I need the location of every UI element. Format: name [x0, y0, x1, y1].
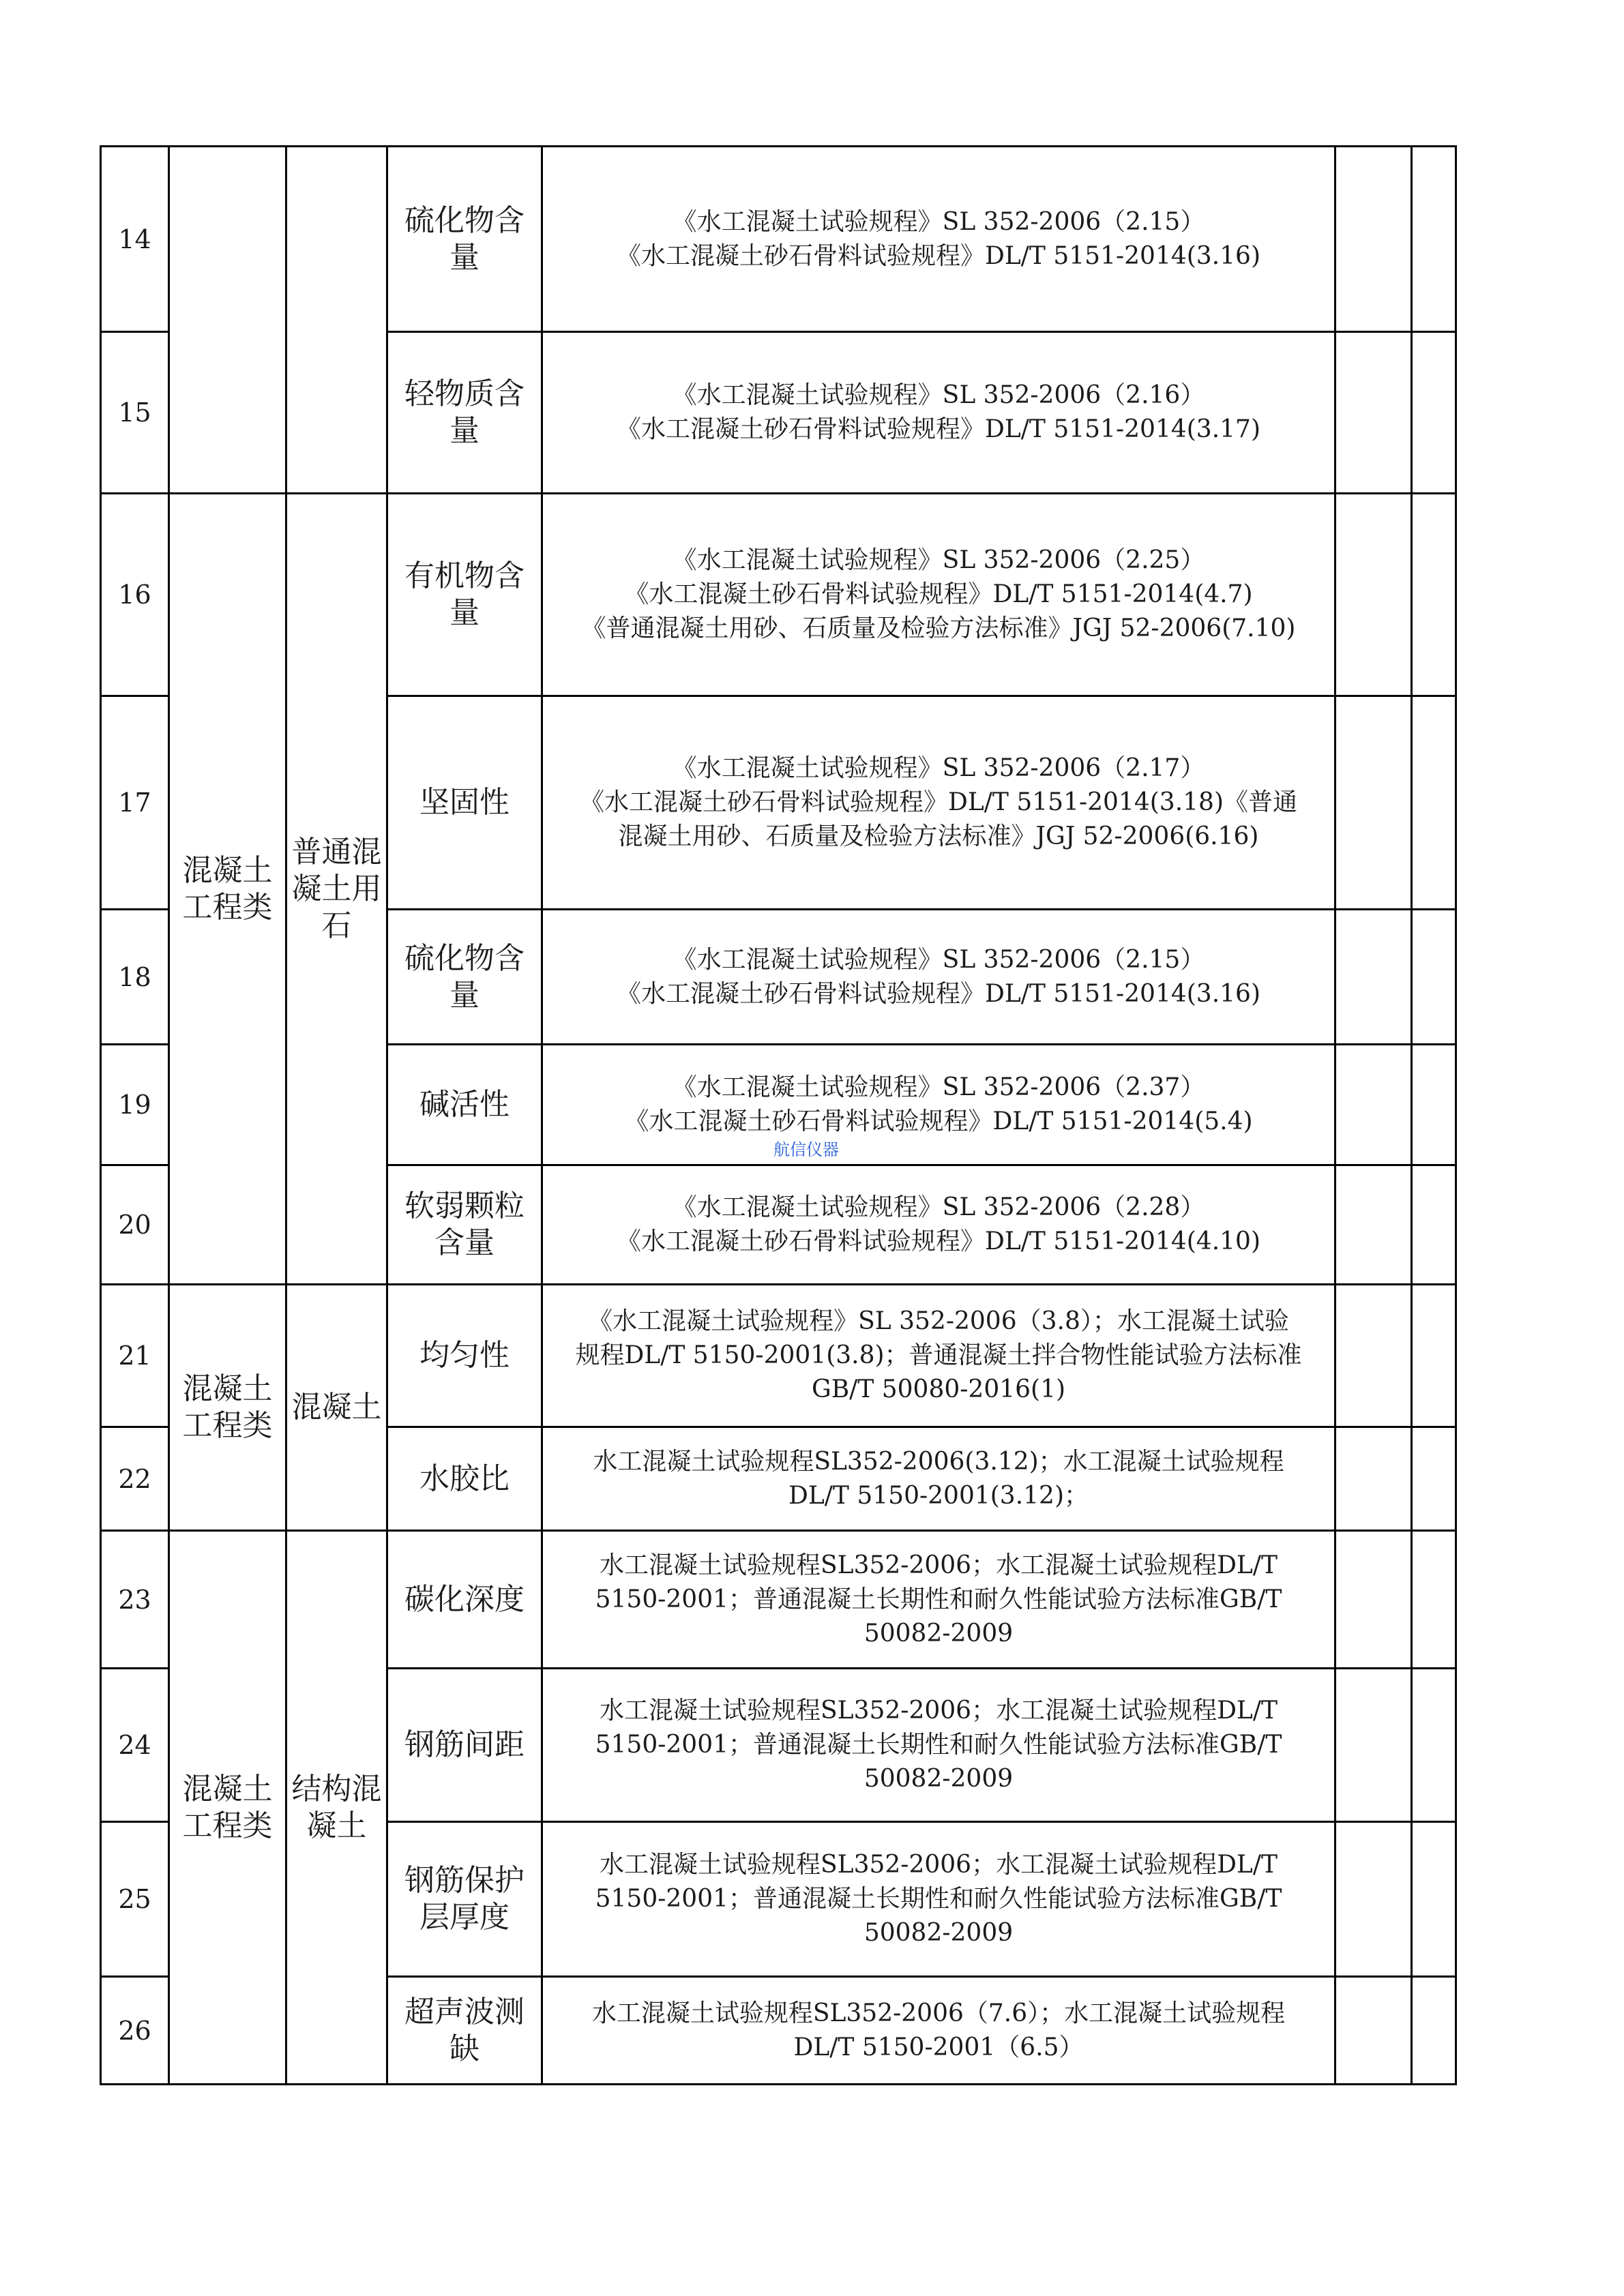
blank-cell [1412, 1285, 1456, 1427]
test-item-line: 层厚度 [419, 1900, 510, 1935]
test-item-line: 水胶比 [419, 1461, 510, 1496]
standard-line: 5150-2001；普通混凝土长期性和耐久性能试验方法标准GB/T [595, 1585, 1282, 1613]
blank-cell [1412, 1045, 1456, 1165]
standard-line: 《水工混凝土砂石骨料试验规程》DL/T 5151-2014(4.10) [617, 1227, 1260, 1255]
test-item [387, 1822, 542, 1977]
standard-line: 《水工混凝土试验规程》SL 352-2006（2.15） [672, 207, 1205, 236]
table-row [101, 494, 1456, 696]
standard-line: 5150-2001；普通混凝土长期性和耐久性能试验方法标准GB/T [595, 1885, 1282, 1913]
standard-reference [542, 696, 1335, 910]
standard-line: 混凝土用砂、石质量及检验方法标准》JGJ 52-2006(6.16) [618, 822, 1259, 850]
row-number [101, 494, 169, 696]
standard-line: 50082-2009 [863, 1619, 1014, 1648]
standard-line: 规程DL/T 5150-2001(3.8)；普通混凝土拌合物性能试验方法标准 [575, 1341, 1302, 1369]
blank-cell [1335, 696, 1412, 910]
standard-line: 5150-2001；普通混凝土长期性和耐久性能试验方法标准GB/T [595, 1731, 1282, 1759]
blank-cell [1335, 910, 1412, 1045]
blank-cell [1335, 1977, 1412, 2085]
subcategory-cell [286, 1531, 387, 2085]
test-item-line: 硫化物含 [404, 203, 525, 238]
test-item [387, 1669, 542, 1822]
row-number-text: 14 [118, 224, 151, 254]
test-item-line: 钢筋保护 [404, 1863, 525, 1898]
test-item-line: 软弱颗粒 [404, 1189, 525, 1223]
row-number-text: 15 [118, 398, 151, 428]
blank-cell [1335, 1669, 1412, 1822]
subcategory-cell-empty [286, 147, 387, 494]
standard-reference [542, 1822, 1335, 1977]
blank-cell [1412, 910, 1456, 1045]
subcategory-line: 结构混 [291, 1771, 382, 1806]
standard-line: 《水工混凝土砂石骨料试验规程》DL/T 5151-2014(3.16) [617, 979, 1260, 1008]
row-number [101, 1045, 169, 1165]
blank-cell [1412, 147, 1456, 332]
row-number [101, 1669, 169, 1822]
subcategory-line: 凝土 [306, 1808, 367, 1843]
standard-line: 《普通混凝土用砂、石质量及检验方法标准》JGJ 52-2006(7.10) [581, 614, 1296, 642]
test-item [387, 1977, 542, 2085]
standard-reference [542, 1045, 1335, 1165]
blank-cell [1335, 1285, 1412, 1427]
standard-reference [542, 1285, 1335, 1427]
standard-line: 《水工混凝土砂石骨料试验规程》DL/T 5151-2014(3.16) [617, 241, 1260, 270]
standard-line: DL/T 5150-2001(3.12)； [788, 1481, 1089, 1510]
standards-table [100, 145, 1457, 2085]
standard-line: 水工混凝土试验规程SL352-2006（7.6）；水工混凝土试验规程 [591, 1999, 1286, 2027]
standard-reference [542, 332, 1335, 494]
blank-cell [1412, 332, 1456, 494]
test-item [387, 1045, 542, 1165]
subcategory-line: 普通混 [291, 834, 382, 869]
test-item [387, 910, 542, 1045]
blank-cell [1412, 1165, 1456, 1285]
row-number [101, 1531, 169, 1669]
standard-reference [542, 147, 1335, 332]
standard-line: GB/T 50080-2016(1) [811, 1375, 1066, 1403]
standard-reference [542, 1977, 1335, 2085]
blank-cell [1412, 1822, 1456, 1977]
category-cell-empty [169, 147, 286, 494]
table-row [101, 1531, 1456, 1669]
category-line: 工程类 [182, 1808, 273, 1843]
subcategory-cell [286, 494, 387, 1285]
row-number-text: 24 [118, 1730, 151, 1760]
category-line: 工程类 [182, 889, 273, 925]
test-item-line: 硫化物含 [404, 940, 525, 976]
row-number-text: 23 [118, 1584, 151, 1615]
standard-reference [542, 1531, 1335, 1669]
test-item-line: 坚固性 [419, 785, 510, 820]
blank-cell [1335, 147, 1412, 332]
row-number [101, 1285, 169, 1427]
blank-cell [1412, 1427, 1456, 1531]
standard-line: 水工混凝土试验规程SL352-2006(3.12)；水工混凝土试验规程 [593, 1447, 1284, 1476]
standard-line: 《水工混凝土试验规程》SL 352-2006（2.25） [672, 546, 1205, 574]
standard-line: 《水工混凝土试验规程》SL 352-2006（2.37） [672, 1073, 1205, 1101]
standard-line: 《水工混凝土砂石骨料试验规程》DL/T 5151-2014(5.4) [624, 1107, 1253, 1135]
blank-cell [1412, 1531, 1456, 1669]
standard-line: 水工混凝土试验规程SL352-2006；水工混凝土试验规程DL/T [600, 1551, 1278, 1579]
test-item-line: 量 [449, 413, 479, 448]
blank-cell [1335, 1427, 1412, 1531]
blank-cell [1335, 1531, 1412, 1669]
standard-line: 《水工混凝土试验规程》SL 352-2006（2.15） [672, 945, 1205, 974]
category-cell [169, 1531, 286, 2085]
standard-reference [542, 1165, 1335, 1285]
subcategory-line: 混凝土 [291, 1390, 382, 1425]
row-number [101, 332, 169, 494]
subcategory-line: 凝土用 [291, 871, 382, 906]
blank-cell [1335, 1165, 1412, 1285]
test-item [387, 1285, 542, 1427]
test-item-line: 轻物质含 [404, 376, 525, 411]
row-number-text: 20 [118, 1210, 151, 1240]
test-item-line: 缺 [449, 2031, 479, 2066]
test-item-line: 量 [449, 977, 479, 1013]
standard-line: 《水工混凝土砂石骨料试验规程》DL/T 5151-2014(3.18)《普通 [580, 788, 1297, 816]
row-number-text: 26 [118, 2015, 151, 2046]
blank-cell [1335, 494, 1412, 696]
watermark-text: 航信仪器 [773, 1140, 839, 1159]
category-line: 混凝土 [182, 1771, 273, 1806]
standard-line: 《水工混凝土砂石骨料试验规程》DL/T 5151-2014(3.17) [617, 415, 1260, 443]
test-item-line: 碳化深度 [404, 1581, 525, 1617]
test-item [387, 332, 542, 494]
blank-cell [1335, 332, 1412, 494]
standard-line: 50082-2009 [863, 1765, 1014, 1793]
test-item-line: 超声波测 [404, 1994, 525, 2029]
standard-line: 水工混凝土试验规程SL352-2006；水工混凝土试验规程DL/T [600, 1697, 1278, 1725]
standard-reference [542, 1427, 1335, 1531]
test-item-line: 有机物含 [404, 558, 525, 593]
row-number-text: 25 [118, 1884, 151, 1914]
test-item [387, 696, 542, 910]
row-number-text: 18 [118, 961, 151, 992]
row-number-text: 17 [118, 788, 151, 818]
standard-line: 水工混凝土试验规程SL352-2006；水工混凝土试验规程DL/T [600, 1851, 1278, 1879]
table-row [101, 1285, 1456, 1427]
standard-reference [542, 494, 1335, 696]
category-line: 混凝土 [182, 1371, 273, 1406]
standard-line: 《水工混凝土试验规程》SL 352-2006（2.17） [672, 754, 1205, 782]
blank-cell [1412, 1977, 1456, 2085]
row-number-text: 16 [118, 580, 151, 610]
row-number [101, 1165, 169, 1285]
test-item [387, 1427, 542, 1531]
blank-cell [1412, 1669, 1456, 1822]
standard-line: 《水工混凝土砂石骨料试验规程》DL/T 5151-2014(4.7) [624, 580, 1253, 608]
standard-line: DL/T 5150-2001（6.5） [793, 2033, 1084, 2061]
test-item [387, 1531, 542, 1669]
test-item-line: 钢筋间距 [404, 1727, 525, 1762]
table-row [101, 147, 1456, 332]
test-item-line: 含量 [434, 1225, 494, 1260]
test-item-line: 碱活性 [419, 1087, 510, 1122]
row-number [101, 696, 169, 910]
row-number [101, 1822, 169, 1977]
category-line: 工程类 [182, 1408, 273, 1443]
category-cell [169, 494, 286, 1285]
blank-cell [1335, 1045, 1412, 1165]
subcategory-cell [286, 1285, 387, 1531]
row-number [101, 910, 169, 1045]
blank-cell [1412, 494, 1456, 696]
row-number [101, 147, 169, 332]
row-number-text: 22 [118, 1463, 151, 1494]
test-item [387, 1165, 542, 1285]
subcategory-line: 石 [321, 908, 352, 943]
blank-cell [1412, 696, 1456, 910]
standard-line: 《水工混凝土试验规程》SL 352-2006（2.16） [672, 381, 1205, 409]
test-item-line: 量 [449, 595, 479, 630]
row-number [101, 1977, 169, 2085]
standard-reference [542, 1669, 1335, 1822]
standard-line: 《水工混凝土试验规程》SL 352-2006（3.8）；水工混凝土试验 [588, 1307, 1289, 1335]
category-cell [169, 1285, 286, 1531]
row-number [101, 1427, 169, 1531]
standard-line: 《水工混凝土试验规程》SL 352-2006（2.28） [672, 1193, 1205, 1221]
blank-cell [1335, 1822, 1412, 1977]
row-number-text: 21 [118, 1341, 151, 1371]
category-line: 混凝土 [182, 852, 273, 888]
row-number-text: 19 [118, 1090, 151, 1120]
standard-reference [542, 910, 1335, 1045]
test-item [387, 147, 542, 332]
test-item [387, 494, 542, 696]
standard-line: 50082-2009 [863, 1919, 1014, 1947]
test-item-line: 量 [449, 239, 479, 275]
test-item-line: 均匀性 [419, 1338, 510, 1373]
